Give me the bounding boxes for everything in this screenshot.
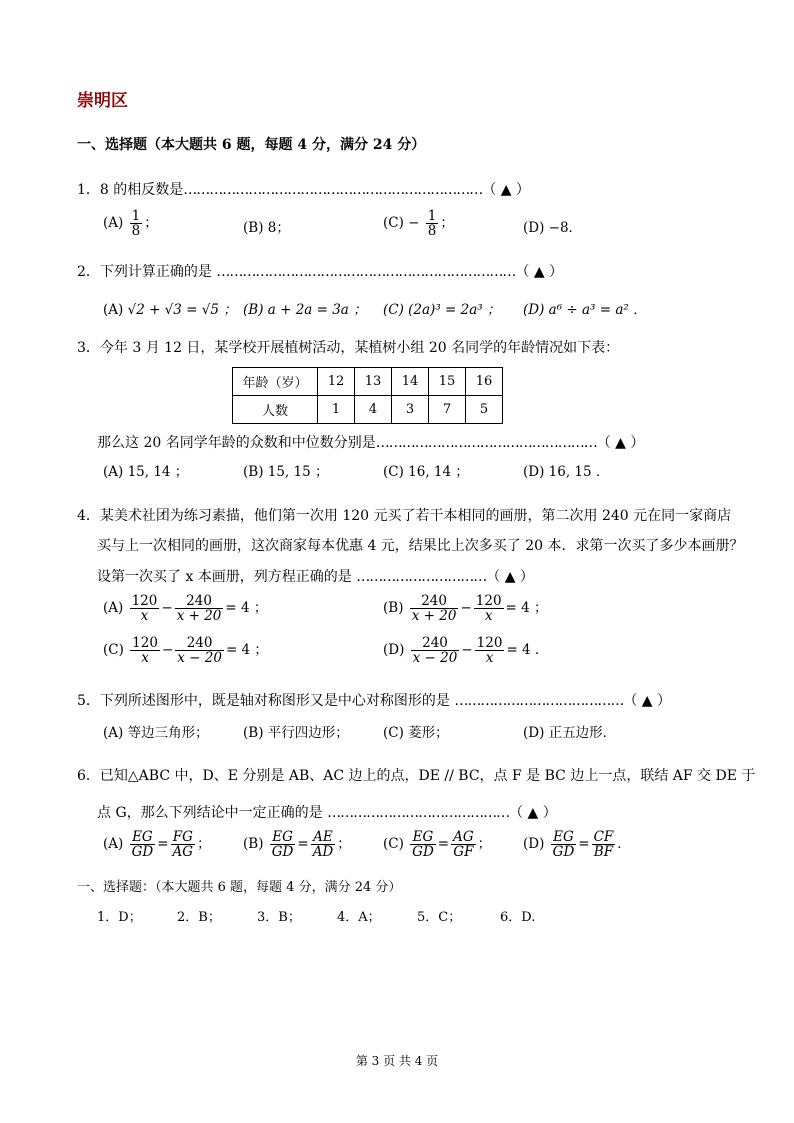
q2-option-c: (C) (2a)³ = 2a³ ； <box>383 302 501 318</box>
q5-option-d: (D) 正五边形． <box>523 725 617 741</box>
q5-option-c: (C) 菱形； <box>383 725 449 741</box>
q2-option-b: (B) a + 2a = 3a ； <box>243 302 367 318</box>
q5-option-a: (A) 等边三角形； <box>103 725 209 741</box>
table-cell: 15 <box>429 368 466 396</box>
table-cell: 14 <box>392 368 429 396</box>
question-4-line-2: 买与上一次相同的画册，这次商家每本优惠 4 元，结果比上次多买了 20 本．求第一次买了多少本画册？ <box>97 538 744 554</box>
q6-option-c: (C) $\frac{EG}{GD}$ = $\frac{AG}{GF}$ ； <box>383 829 492 861</box>
answer-item: 5．C； <box>417 910 462 925</box>
q4-option-d: (D) $\frac{240}{x - 20}$ − $\frac{120}{x}$ = 4 ． <box>383 635 549 667</box>
q2-option-d: (D) a⁶ ÷ a³ = a² ． <box>523 302 647 318</box>
table-row <box>233 368 503 396</box>
question-6-line-2: 点 G，那么下列结论中一定正确的是 ……………………………………（ ▲ ） <box>97 805 557 821</box>
table-cell: 4 <box>355 396 392 424</box>
q1-option-d: (D) −8． <box>523 220 583 236</box>
page-footer: 第 3 页 共 4 页 <box>355 1054 439 1068</box>
answer-item: 4．A； <box>337 910 381 925</box>
table-cell: 5 <box>466 396 503 424</box>
q5-option-b: (B) 平行四边形； <box>243 725 349 741</box>
q1-option-c: (C) − $\frac{1}{8}$ ； <box>383 208 454 240</box>
q1-option-a: (A) $\frac{1}{8}$ ； <box>103 208 158 240</box>
q4-option-b: (B) $\frac{240}{x + 20}$ − $\frac{120}{x}$ = 4 ； <box>383 593 548 625</box>
question-4-line-1: 4．某美术社团为练习素描，他们第一次用 120 元买了若干本相同的画册，第二次用 240 元在同一家商店 <box>77 508 732 524</box>
question-2-stem: 2．下列计算正确的是 ……………………………………………………………（ ▲ ） <box>77 264 564 280</box>
q3-option-c: (C) 16, 14 ； <box>383 464 469 480</box>
q6-option-b: (B) $\frac{EG}{GD}$ = $\frac{AE}{AD}$ ； <box>243 829 351 861</box>
q3-option-b: (B) 15, 15 ； <box>243 464 329 480</box>
question-3-stem-2: 那么这 20 名同学年龄的众数和中位数分别是……………………………………………（ ▲ ） <box>97 435 645 451</box>
question-4-line-3: 设第一次买了 x 本画册，列方程正确的是 …………………………（ ▲ ） <box>97 569 534 585</box>
table-cell: 16 <box>466 368 503 396</box>
q3-option-a: (A) 15, 14 ； <box>103 464 189 480</box>
table-cell: 1 <box>318 396 355 424</box>
answer-item: 3．B； <box>257 910 301 925</box>
age-table <box>232 367 503 424</box>
q4-option-a: (A) $\frac{120}{x}$ − $\frac{240}{x + 20}$ = 4 ； <box>103 593 268 625</box>
table-cell: 12 <box>318 368 355 396</box>
answers-title: 一、选择题：（本大题共 6 题，每题 4 分，满分 24 分） <box>77 880 402 895</box>
table-row <box>233 396 503 424</box>
answer-item: 2．B； <box>177 910 221 925</box>
q3-option-d: (D) 16, 15 ． <box>523 464 610 480</box>
q4-option-c: (C) $\frac{120}{x}$ − $\frac{240}{x - 20}$ = 4 ； <box>103 635 268 667</box>
table-cell: 3 <box>392 396 429 424</box>
question-1-stem: 1．8 的相反数是……………………………………………………………（ ▲ ） <box>77 182 530 198</box>
q6-option-a: (A) $\frac{EG}{GD}$ = $\frac{FG}{AG}$ ； <box>103 829 211 861</box>
question-6-line-1: 6．已知△ABC 中，D、E 分别是 AB、AC 边上的点，DE // BC，点 F 是 BC 边上一点，联结 AF 交 DE 于 <box>77 768 756 784</box>
question-3-stem: 3．今年 3 月 12 日，某学校开展植树活动，某植树小组 20 名同学的年龄情况如下表： <box>77 340 620 356</box>
answer-item: 6．D. <box>500 910 536 925</box>
q6-option-d: (D) $\frac{EG}{GD}$ = $\frac{CF}{BF}$ ． <box>523 829 631 861</box>
table-cell: 13 <box>355 368 392 396</box>
q1-option-b: (B) 8； <box>243 220 290 236</box>
table-cell: 人数 <box>233 396 318 424</box>
answer-placeholder: （ ▲ ） <box>482 182 530 198</box>
table-cell: 年龄（岁） <box>233 368 318 396</box>
question-5-stem: 5．下列所述图形中，既是轴对称图形又是中心对称图形的是 …………………………………（ ▲ ） <box>77 693 672 709</box>
section-title: 一、选择题（本大题共 6 题，每题 4 分，满分 24 分） <box>77 137 426 153</box>
table-cell: 7 <box>429 396 466 424</box>
district-title: 崇明区 <box>77 91 128 111</box>
answer-item: 1．D； <box>97 910 142 925</box>
q2-option-a: (A) √2 + √3 = √5 ； <box>103 302 237 318</box>
